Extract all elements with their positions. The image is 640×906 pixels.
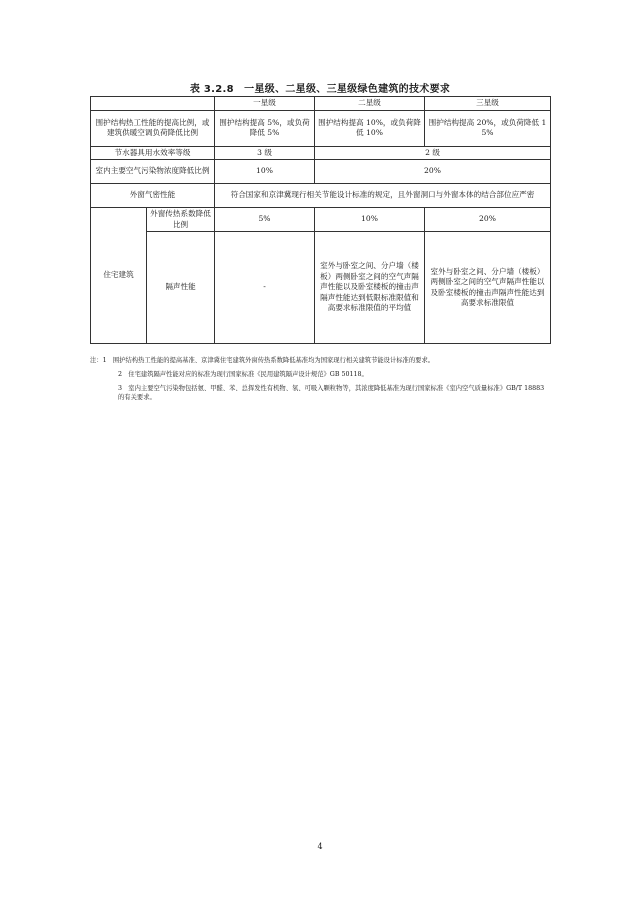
requirements-table bbox=[90, 96, 551, 344]
table-row bbox=[91, 208, 551, 232]
water-two-three-star: 2 级 bbox=[315, 146, 551, 160]
heat-transfer-label: 外窗传热系数降低比例 bbox=[147, 208, 215, 232]
table-row bbox=[91, 160, 551, 184]
sound-insulation-three-star: 室外与卧室之间、分户墙（楼板）两侧卧室之间的空气声隔声性能以及卧室楼板的撞击声隔声性能达到高要求标准限值 bbox=[425, 232, 551, 344]
window-airtight-value: 符合国家和京津冀现行相关节能设计标准的规定，且外窗洞口与外窗本体的结合部位应严密 bbox=[215, 184, 551, 208]
envelope-two-star: 围护结构提高 10%，或负荷降低 10% bbox=[315, 110, 425, 146]
table-row bbox=[91, 184, 551, 208]
header-blank-cell bbox=[91, 97, 215, 111]
table-title: 表 3.2.8 一星级、二星级、三星级绿色建筑的技术要求 bbox=[189, 84, 451, 95]
air-two-three-star: 20% bbox=[315, 160, 551, 184]
table-row bbox=[91, 97, 551, 111]
page-number: 4 bbox=[317, 842, 323, 851]
air-one-star: 10% bbox=[215, 160, 315, 184]
water-label: 节水器具用水效率等级 bbox=[91, 146, 215, 160]
table-row bbox=[91, 110, 551, 146]
table-row bbox=[91, 232, 551, 344]
table-row bbox=[91, 146, 551, 160]
note-item: 3 室内主要空气污染物包括氨、甲醛、苯、总挥发性有机物、氡、可吸入颗粒物等，其浓度降低基准为现行国家标准《室内空气质量标准》GB/T 18883 的有关要求。 bbox=[118, 385, 545, 401]
residential-label: 住宅建筑 bbox=[91, 208, 147, 344]
water-one-star: 3 级 bbox=[215, 146, 315, 160]
envelope-three-star: 围护结构提高 20%，或负荷降低 15% bbox=[425, 110, 551, 146]
note-item: 2 住宅建筑隔声性能对应的标准为现行国家标准《民用建筑隔声设计规范》GB 50118。 bbox=[118, 371, 368, 378]
sound-insulation-one-star: - bbox=[215, 232, 315, 344]
heat-transfer-three-star: 20% bbox=[425, 208, 551, 232]
table-notes bbox=[90, 356, 552, 407]
header-three-star: 三星级 bbox=[425, 97, 551, 111]
heat-transfer-one-star: 5% bbox=[215, 208, 315, 232]
sound-insulation-two-star: 室外与卧室之间、分户墙（楼板）两侧卧室之间的空气声隔声性能以及卧室楼板的撞击声隔声性能达到低限标准限值和高要求标准限值的平均值 bbox=[315, 232, 425, 344]
header-two-star: 二星级 bbox=[315, 97, 425, 111]
heat-transfer-two-star: 10% bbox=[315, 208, 425, 232]
air-label: 室内主要空气污染物浓度降低比例 bbox=[91, 160, 215, 184]
envelope-label: 围护结构热工性能的提高比例，或建筑供暖空调负荷降低比例 bbox=[91, 110, 215, 146]
sound-insulation-label: 隔声性能 bbox=[147, 232, 215, 344]
note-item: 注：1 围护结构热工性能的提高基准、京津冀住宅建筑外窗传热系数降低基准均为国家现行相关建筑节能设计标准的要求。 bbox=[90, 357, 435, 364]
window-airtight-label: 外窗气密性能 bbox=[91, 184, 215, 208]
envelope-one-star: 围护结构提高 5%，或负荷降低 5% bbox=[215, 110, 315, 146]
header-one-star: 一星级 bbox=[215, 97, 315, 111]
